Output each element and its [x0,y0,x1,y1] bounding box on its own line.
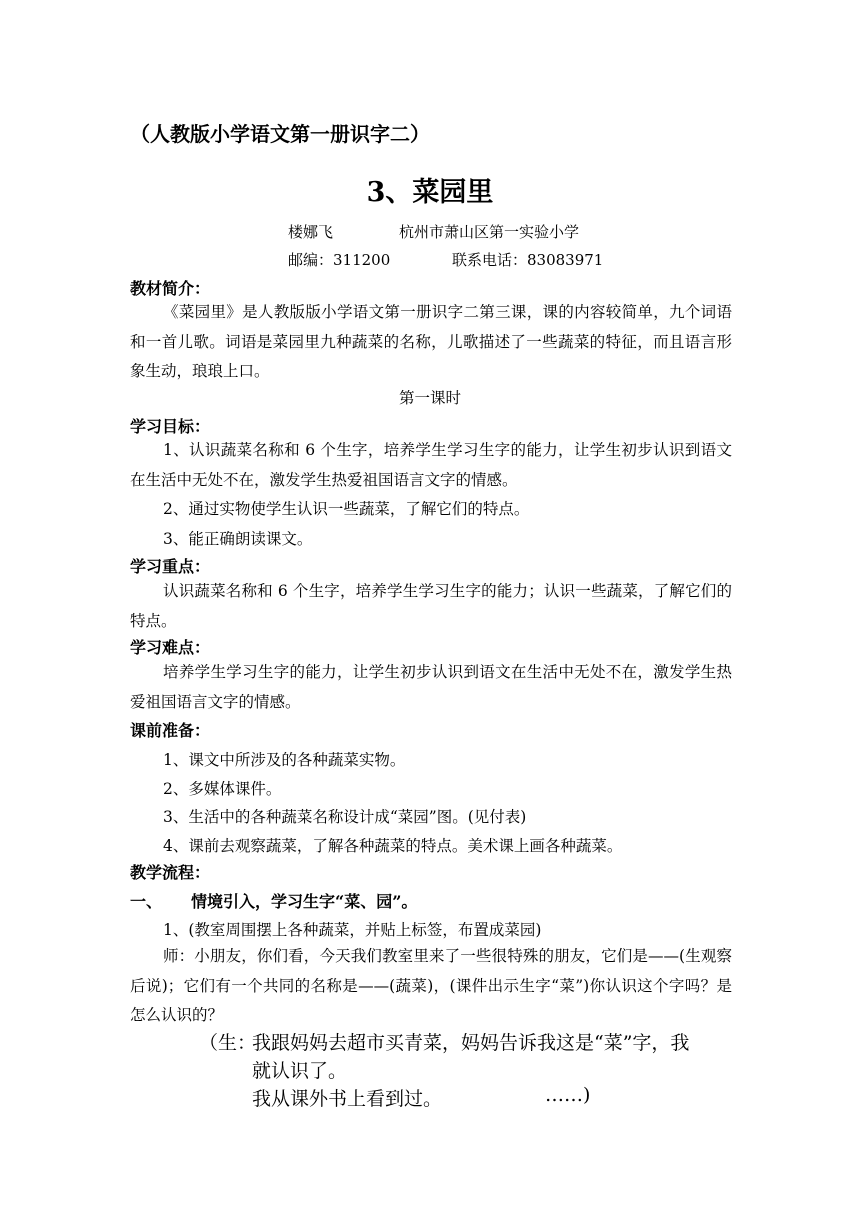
prep-item: 3、生活中的各种蔬菜名称设计成“菜园”图。(见付表) [163,808,527,826]
student-answer: 就认识了。 [252,1060,348,1082]
lesson-session: 第一课时 [398,389,461,407]
teacher-dialogue: 师：小朋友，你们看，今天我们教室里来了一些很特殊的朋友，它们是——(生观察后说)；它们有一个共同的名称是——(蔬菜)，(课件出示生字“菜”)你认识这个字吗？是怎么认识的？ [130,947,732,1024]
student-answer: 我跟妈妈去超市买青菜，妈妈告诉我这是“菜”字，我 [252,1032,690,1054]
prep-item: 2、多媒体课件。 [163,780,282,798]
key-text: 认识蔬菜名称和 6 个生字，培养学生学习生字的能力；认识一些蔬菜，了解它们的特点。 [130,582,732,630]
goal-item: 2、通过实物使学生认识一些蔬菜，了解它们的特点。 [163,500,530,518]
goals-heading: 学习目标： [130,417,211,436]
intro-text: 《菜园里》是人教版版小学语文第一册识字二第三课，课的内容较简单，九个词语和一首儿歌。词语是菜园里九种蔬菜的名称，儿歌描述了一些蔬菜的特征，而且语言形象生动，琅琅上口。 [130,303,732,380]
student-prefix: （生： [199,1032,257,1054]
step-number: 一、 [130,892,163,911]
prep-item: 1、课文中所涉及的各种蔬菜实物。 [163,751,406,769]
goal-item: 3、能正确朗读课文。 [163,530,313,548]
ellipsis: ……) [545,1084,591,1106]
key-heading: 学习重点： [130,557,211,576]
process-heading: 教学流程： [130,863,211,882]
series-label: （人教版小学语文第一册识字二） [130,122,430,146]
prep-heading: 课前准备： [130,721,211,740]
student-answer: 我从课外书上看到过。 [252,1088,443,1110]
author-phone: 联系电话：83083971 [452,251,604,269]
process-sub-step: 1、(教室周围摆上各种蔬菜，并贴上标签，布置成菜园) [163,921,542,939]
step-title: 情境引入，学习生字“菜、园”。 [191,892,418,911]
lesson-title: 3、菜园里 [366,177,494,208]
author-school: 杭州市萧山区第一实验小学 [399,223,580,241]
author-postcode: 邮编：311200 [288,251,391,269]
difficulty-heading: 学习难点： [130,638,211,657]
prep-item: 4、课前去观察蔬菜，了解各种蔬菜的特点。美术课上画各种蔬菜。 [163,837,623,855]
goal-item: 1、认识蔬菜名称和 6 个生字，培养学生学习生字的能力，让学生初步认识到语文在生活中无处不在，激发学生热爱祖国语言文字的情感。 [130,441,732,489]
author-name: 楼娜飞 [288,223,334,241]
difficulty-text: 培养学生学习生字的能力，让学生初步认识到语文在生活中无处不在，激发学生热爱祖国语言文字的情感。 [130,663,732,711]
intro-heading: 教材简介： [130,279,211,298]
